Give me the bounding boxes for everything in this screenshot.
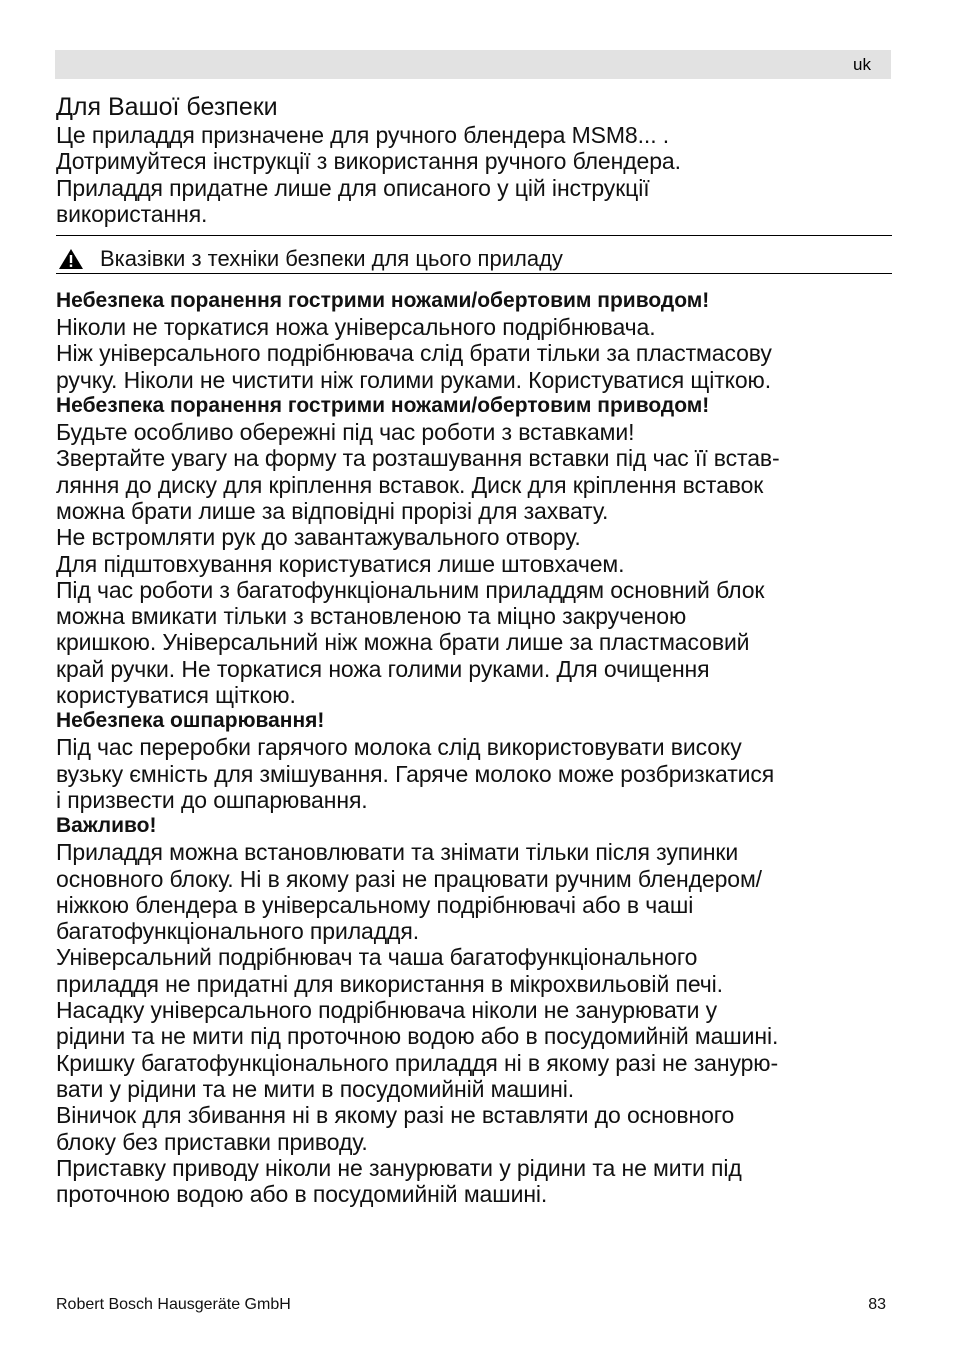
body-line: Під час переробки гарячого молока слід використовувати високу bbox=[56, 734, 742, 761]
body-line: Ніколи не торкатися ножа універсального подрібнювача. bbox=[56, 314, 656, 341]
section-heading: Небезпека поранення гострими ножами/обертовим приводом! bbox=[56, 289, 710, 313]
section-heading: Небезпека ошпарювання! bbox=[56, 709, 325, 733]
body-line: Будьте особливо обережні під час роботи з вставками! bbox=[56, 419, 635, 446]
body-line: користуватися щіткою. bbox=[56, 682, 296, 709]
body-line: кришкою. Універсальний ніж можна брати лише за пластмасовий bbox=[56, 629, 750, 656]
body-line: основного блоку. Ні в якому разі не працювати ручним блендером/ bbox=[56, 865, 762, 892]
body-line: Звертайте увагу на форму та розташування вставки під час її встав- bbox=[56, 445, 780, 472]
body-line: рідини та не мити під проточною водою або в посудомийній машині. bbox=[56, 1023, 779, 1050]
section-heading: Важливо! bbox=[56, 814, 157, 838]
body-line: приладдя не придатні для використання в мікрохвильовій печі. bbox=[56, 970, 723, 997]
body-line: Віничок для збивання ні в якому разі не вставляти до основного bbox=[56, 1102, 735, 1129]
footer-company: Robert Bosch Hausgeräte GmbH bbox=[56, 1296, 291, 1313]
body-line: багатофункціонального приладдя. bbox=[56, 918, 420, 945]
body-line: можна вмикати тільки з встановленою та міцно закрученою bbox=[56, 603, 687, 630]
body-line: вати у рідини та не мити в посудомийній машині. bbox=[56, 1075, 575, 1102]
body-line: ручку. Ніколи не чистити ніж голими руками. Користуватися щіткою. bbox=[56, 366, 771, 393]
body-line: Для підштовхування користуватися лише штовхачем. bbox=[56, 550, 625, 577]
section-heading: Небезпека поранення гострими ножами/обертовим приводом! bbox=[56, 394, 710, 418]
body-line: проточною водою або в посудомийній машині. bbox=[56, 1181, 548, 1208]
body-line: Під час роботи з багатофункціональним приладдям основний блок bbox=[56, 576, 765, 603]
body-line: блоку без приставки приводу. bbox=[56, 1128, 368, 1155]
warning-triangle-icon bbox=[58, 248, 84, 270]
intro-paragraph bbox=[56, 122, 892, 227]
body-line: вузьку ємність для змішування. Гаряче молоко може розбризкатися bbox=[56, 760, 775, 787]
body-line: край ручки. Не торкатися ножа голими руками. Для очищення bbox=[56, 655, 710, 682]
body-line: ніжкою блендера в універсальному подрібнювачі або в чаші bbox=[56, 891, 694, 918]
body-line: Насадку універсального подрібнювача ніколи не занурювати у bbox=[56, 997, 718, 1024]
safety-heading: Вказівки з техніки безпеки для цього приладу bbox=[100, 246, 563, 272]
intro-line: Приладдя придатне лише для описаного у цій інструкції bbox=[56, 174, 650, 201]
page-content bbox=[56, 92, 892, 1207]
safety-heading-bar bbox=[56, 235, 892, 274]
page-number: 83 bbox=[868, 1296, 886, 1313]
safety-sections bbox=[56, 288, 892, 1207]
body-line: Універсальний подрібнювач та чаша багатофункціонального bbox=[56, 944, 698, 971]
page-title: Для Вашої безпеки bbox=[56, 93, 278, 121]
body-line: ляння до диску для кріплення вставок. Диск для кріплення вставок bbox=[56, 471, 764, 498]
body-line: Кришку багатофункціонального приладдя ні в якому разі не занурю- bbox=[56, 1049, 778, 1076]
intro-line: використання. bbox=[56, 200, 208, 227]
intro-line: Дотримуйтеся інструкції з використання ручного блендера. bbox=[56, 148, 681, 175]
body-line: Ніж універсального подрібнювача слід брати тільки за пластмасову bbox=[56, 340, 772, 367]
body-line: Приставку приводу ніколи не занурювати у рідини та не мити під bbox=[56, 1154, 742, 1181]
body-line: Не встромляти рук до завантажувального отвору. bbox=[56, 524, 581, 551]
language-bar bbox=[55, 50, 891, 79]
intro-line: Це приладдя призначене для ручного блендера MSM8... . bbox=[56, 122, 670, 148]
body-line: Приладдя можна встановлювати та знімати тільки після зупинки bbox=[56, 839, 739, 866]
body-line: можна брати лише за відповідні прорізі для захвату. bbox=[56, 497, 609, 524]
language-tag: uk bbox=[853, 55, 871, 74]
body-line: і призвести до ошпарювання. bbox=[56, 786, 368, 813]
